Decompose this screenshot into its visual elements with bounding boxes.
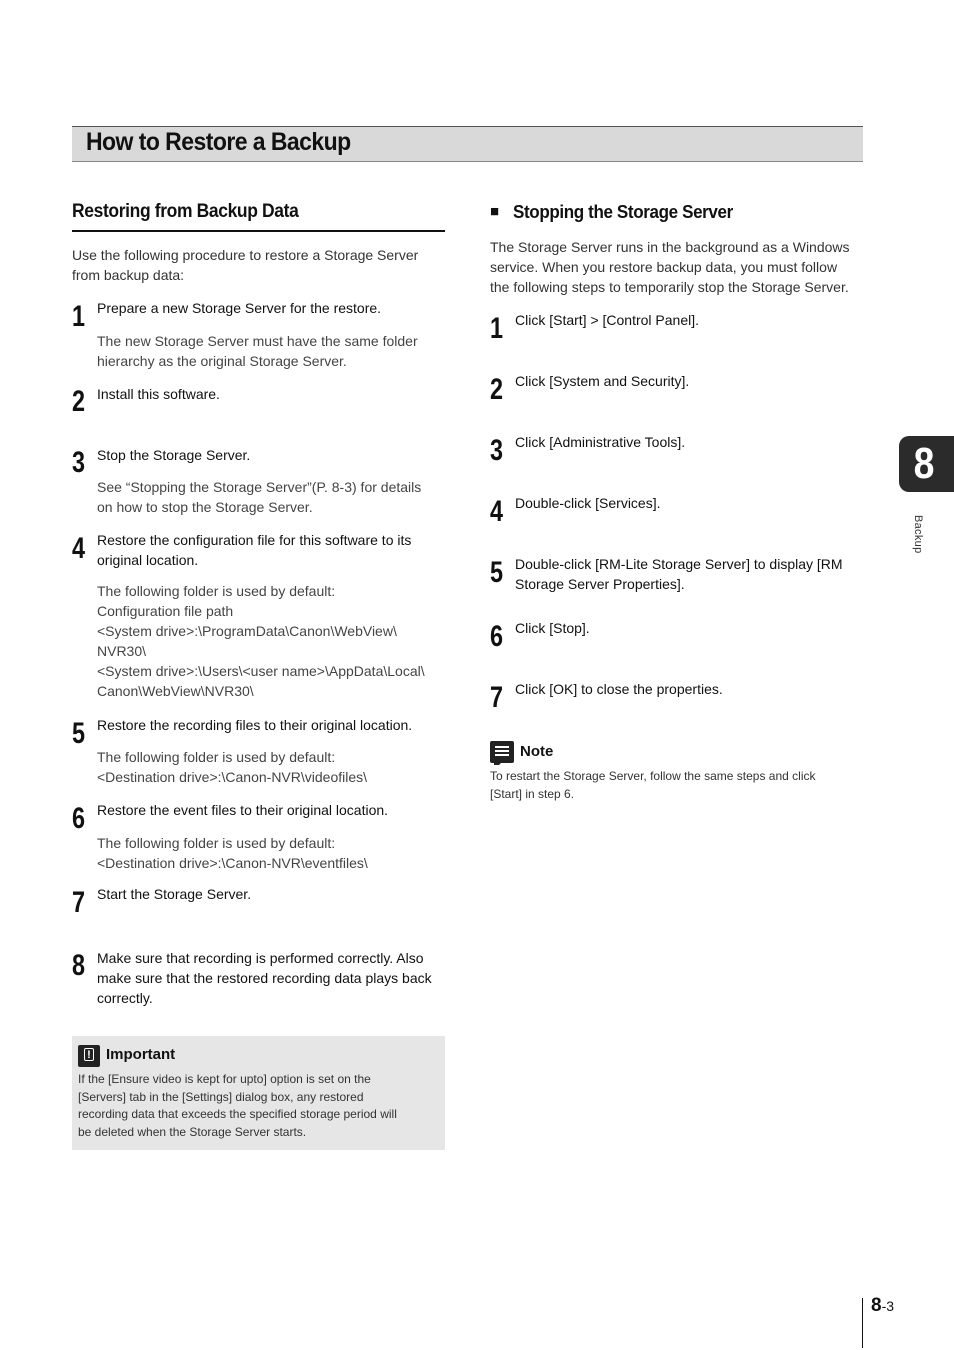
step-detail (97, 747, 447, 787)
step-number: 6 (490, 620, 504, 653)
step-number: 4 (490, 495, 504, 528)
note-line: [Start] in step 6. (490, 786, 575, 801)
step-number: 7 (72, 886, 86, 919)
detail-line: hierarchy as the original Storage Server. (97, 353, 347, 369)
step-line: make sure that the restored recording data plays back (97, 970, 432, 986)
intro-line: from backup data: (72, 267, 185, 283)
detail-line: The new Storage Server must have the same folder (97, 333, 418, 349)
chapter-number: 8 (913, 439, 935, 488)
step-number: 2 (72, 385, 86, 418)
step-number: 3 (72, 446, 86, 479)
step-line: Double-click [Services]. (515, 495, 661, 511)
page-chapter: 8 (871, 1295, 882, 1316)
step-line: Install this software. (97, 386, 220, 402)
intro-line: the following steps to temporarily stop the Storage Server. (490, 279, 849, 295)
step-number: 7 (490, 681, 504, 714)
section-title: How to Restore a Backup (86, 128, 351, 156)
step-detail (97, 477, 447, 517)
note-icon (490, 741, 514, 763)
step-text (515, 554, 865, 594)
intro-line: service. When you restore backup data, you must follow (490, 259, 838, 275)
detail-line: Canon\WebView\NVR30\ (97, 683, 254, 699)
detail-line: <Destination drive>:\Canon-NVR\videofiles\ (97, 769, 368, 785)
step-line: Prepare a new Storage Server for the restore. (97, 300, 382, 316)
important-box (72, 1036, 445, 1150)
detail-line: <System drive>:\Users\<user name>\AppData\Local\ (97, 663, 425, 679)
page-number (871, 1295, 894, 1317)
step-line: Click [Stop]. (515, 620, 590, 636)
step-text (97, 298, 447, 318)
step-text (97, 445, 447, 465)
important-line: If the [Ensure video is kept for upto] option is set on the (78, 1072, 371, 1086)
stopping-heading: Stopping the Storage Server (513, 201, 733, 222)
step-number: 3 (490, 434, 504, 467)
step-line: Stop the Storage Server. (97, 447, 251, 463)
note-title: Note (520, 743, 554, 760)
intro-line: The Storage Server runs in the background as a Windows (490, 239, 850, 255)
detail-line: <Destination drive>:\Canon-NVR\eventfiles\ (97, 855, 368, 871)
restoring-heading: Restoring from Backup Data (72, 201, 299, 222)
detail-line: See “Stopping the Storage Server”(P. 8-3) for details (97, 479, 422, 495)
intro-line: Use the following procedure to restore a Storage Server (72, 247, 419, 263)
step-number: 4 (72, 532, 86, 565)
step-text (97, 384, 447, 404)
step-text (515, 310, 865, 330)
right-intro (490, 237, 870, 297)
step-number: 1 (72, 300, 86, 333)
step-number: 1 (490, 312, 504, 345)
step-text (515, 618, 865, 638)
step-line: correctly. (97, 990, 153, 1006)
step-number: 8 (72, 949, 86, 982)
step-line: original location. (97, 552, 199, 568)
step-line: Click [OK] to close the properties. (515, 681, 723, 697)
detail-line: The following folder is used by default: (97, 583, 336, 599)
step-number: 6 (72, 802, 86, 835)
left-intro (72, 245, 452, 285)
detail-line: <System drive>:\ProgramData\Canon\WebView\ (97, 623, 397, 639)
step-detail (97, 833, 447, 873)
step-text (515, 493, 865, 513)
important-line: recording data that exceeds the specified storage period will (78, 1107, 397, 1122)
step-number: 5 (72, 717, 86, 750)
step-line: Restore the event files to their original location. (97, 802, 389, 818)
step-text (515, 679, 865, 699)
chapter-tab[interactable] (899, 436, 954, 492)
important-line: be deleted when the Storage Server starts. (78, 1125, 307, 1140)
step-detail (97, 331, 447, 371)
important-line: [Servers] tab in the [Settings] dialog box, any restored (78, 1089, 364, 1104)
important-text (78, 1071, 438, 1142)
important-icon (78, 1045, 100, 1067)
step-line: Restore the configuration file for this software to its (97, 532, 412, 548)
step-number: 2 (490, 373, 504, 406)
section-header (72, 126, 863, 162)
step-line: Double-click [RM-Lite Storage Server] to display [RM (515, 556, 843, 572)
step-text (97, 800, 447, 820)
detail-line: The following folder is used by default: (97, 835, 336, 851)
step-line: Make sure that recording is performed correctly. Also (97, 950, 424, 966)
step-text (97, 948, 447, 1008)
step-line: Click [Administrative Tools]. (515, 434, 686, 450)
step-line: Click [System and Security]. (515, 373, 690, 389)
step-line: Start the Storage Server. (97, 886, 252, 902)
square-bullet-icon: ■ (490, 203, 500, 220)
chapter-label: Backup (912, 515, 924, 554)
note-text (490, 768, 860, 803)
detail-line: NVR30\ (97, 643, 147, 659)
step-line: Restore the recording files to their original location. (97, 717, 413, 733)
detail-line: on how to stop the Storage Server. (97, 499, 313, 515)
detail-line: Configuration file path (97, 603, 234, 619)
step-text (97, 715, 447, 735)
important-title: Important (106, 1046, 176, 1063)
heading-rule (72, 230, 445, 232)
page-suffix: -3 (881, 1298, 895, 1314)
page-number-rule (862, 1298, 863, 1348)
step-text (515, 432, 865, 452)
step-number: 5 (490, 556, 504, 589)
step-detail (97, 581, 447, 701)
step-line: Click [Start] > [Control Panel]. (515, 312, 700, 328)
step-text (97, 884, 447, 904)
step-line: Storage Server Properties]. (515, 576, 685, 592)
detail-line: The following folder is used by default: (97, 749, 336, 765)
step-text (97, 530, 447, 570)
note-line: To restart the Storage Server, follow the same steps and click (490, 769, 816, 783)
step-text (515, 371, 865, 391)
